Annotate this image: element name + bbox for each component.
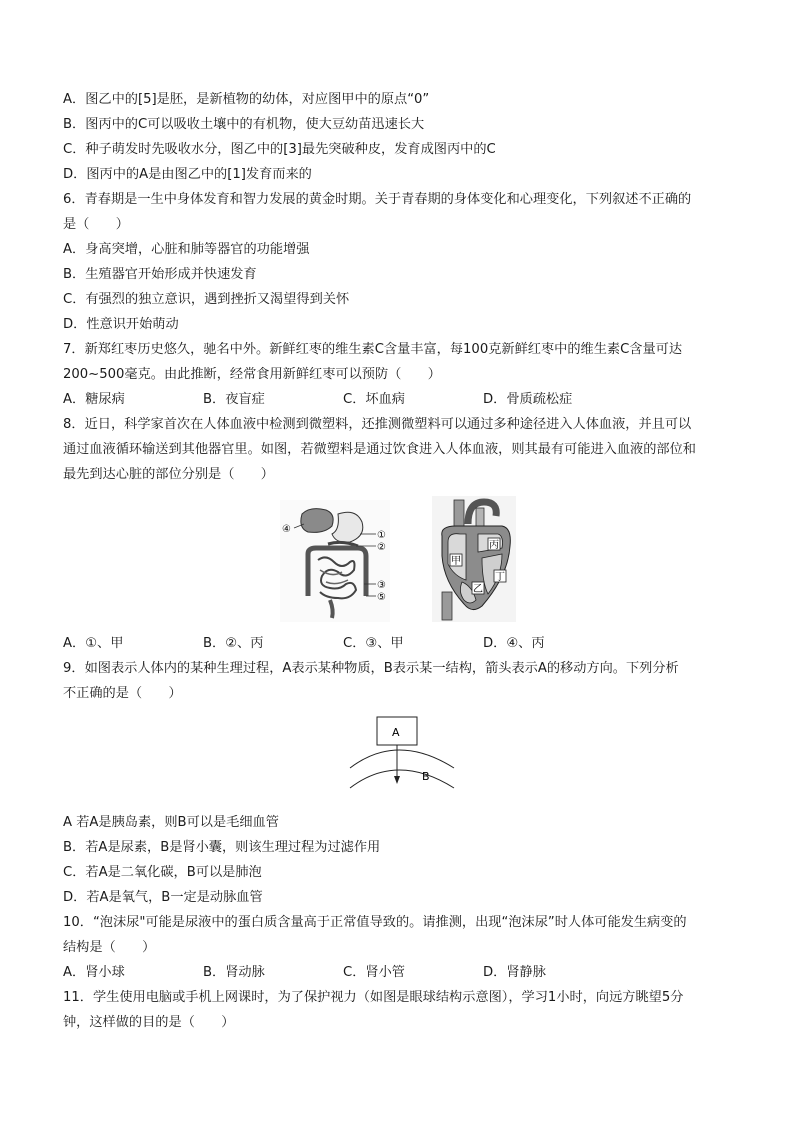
q7-option-b: B．夜盲症 — [203, 392, 265, 407]
heart-label-bing: 丙 — [489, 540, 499, 551]
q9-option-b: B．若A是尿素，B是肾小囊，则该生理过程为过滤作用 — [63, 840, 381, 855]
q6-option-a: A．身高突增，心脏和肺等器官的功能增强 — [63, 242, 310, 257]
q7-stem-line2: 200~500毫克。由此推断，经常食用新鲜红枣可以预防（ ） — [63, 367, 441, 382]
digestive-label-3: ③ — [377, 580, 386, 591]
q7-option-d: D．骨质疏松症 — [483, 392, 573, 407]
q8-option-b: B．②、丙 — [203, 636, 264, 651]
q5-option-a: A．图乙中的[5]是胚，是新植物的幼体，对应图甲中的原点“0” — [63, 92, 430, 107]
digestive-system-figure — [280, 500, 390, 622]
q9-stem-line2: 不正确的是（ ） — [63, 686, 182, 701]
q6-option-d: D．性意识开始萌动 — [63, 317, 179, 332]
q8-option-c: C．③、甲 — [343, 636, 404, 651]
q7-stem-line1: 7．新郑红枣历史悠久，驰名中外。新鲜红枣的维生素C含量丰富，每100克新鲜红枣中的维生素C含量可达 — [63, 342, 683, 357]
digestive-label-4: ④ — [282, 524, 291, 535]
q9-stem-line1: 9．如图表示人体内的某种生理过程，A表示某种物质，B表示某一结构，箭头表示A的移动方向。下列分析 — [63, 661, 679, 676]
q6-stem-line1: 6．青春期是一生中身体发育和智力发展的黄金时期。关于青春期的身体变化和心理变化，下列叙述不正确的 — [63, 192, 692, 207]
q10-option-d: D．肾静脉 — [483, 965, 546, 980]
figure-label-b: B — [422, 770, 430, 783]
q8-stem-line1: 8．近日，科学家首次在人体血液中检测到微塑料，还推测微塑料可以通过多种途径进入人体血液，并且可以 — [63, 417, 692, 432]
q10-stem-line1: 10．“泡沫尿"可能是尿液中的蛋白质含量高于正常值导致的。请推测，出现“泡沫尿”时人体可能发生病变的 — [63, 915, 687, 930]
q5-option-b: B．图丙中的C可以吸收土壤中的有机物，使大豆幼苗迅速长大 — [63, 117, 425, 132]
heart-label-ding: 丁 — [495, 572, 505, 583]
q10-option-b: B．肾动脉 — [203, 965, 265, 980]
heart-label-yi: 乙 — [473, 584, 483, 595]
q8-option-d: D．④、丙 — [483, 636, 545, 651]
heart-label-jia: 甲 — [451, 556, 461, 567]
q9-option-c: C．若A是二氧化碳，B可以是肺泡 — [63, 865, 262, 880]
q11-stem-line1: 11．学生使用电脑或手机上网课时，为了保护视力（如图是眼球结构示意图），学习1小时，向远方眺望5分 — [63, 990, 684, 1005]
heart-figure — [432, 496, 516, 622]
q7-option-c: C．坏血病 — [343, 392, 405, 407]
q11-stem-line2: 钟，这样做的目的是（ ） — [63, 1015, 235, 1030]
q10-option-a: A．肾小球 — [63, 965, 125, 980]
digestive-label-1: ① — [377, 530, 386, 541]
q8-stem-line2: 通过血液循环输送到其他器官里。如图，若微塑料是通过饮食进入人体血液，则其最有可能进入血液的部位和 — [63, 442, 696, 457]
substance-structure-figure — [344, 712, 464, 796]
q8-stem-line3: 最先到达心脏的部位分别是（ ） — [63, 467, 274, 482]
q6-option-c: C．有强烈的独立意识，遇到挫折又渴望得到关怀 — [63, 292, 350, 307]
q9-option-d: D．若A是氧气，B一定是动脉血管 — [63, 890, 263, 905]
figure-label-a: A — [392, 726, 400, 739]
digestive-label-5: ⑤ — [377, 592, 386, 603]
q9-option-a: A 若A是胰岛素，则B可以是毛细血管 — [63, 815, 279, 830]
q7-option-a: A．糖尿病 — [63, 392, 125, 407]
q5-option-c: C．种子萌发时先吸收水分，图乙中的[3]最先突破种皮，发育成图丙中的C — [63, 142, 496, 157]
digestive-label-2: ② — [377, 542, 386, 553]
q5-option-d: D．图丙中的A是由图乙中的[1]发育而来的 — [63, 167, 312, 182]
q6-option-b: B．生殖器官开始形成并快速发育 — [63, 267, 257, 282]
q6-stem-line2: 是（ ） — [63, 217, 129, 232]
q10-option-c: C．肾小管 — [343, 965, 405, 980]
q10-stem-line2: 结构是（ ） — [63, 940, 156, 955]
q8-option-a: A．①、甲 — [63, 636, 124, 651]
